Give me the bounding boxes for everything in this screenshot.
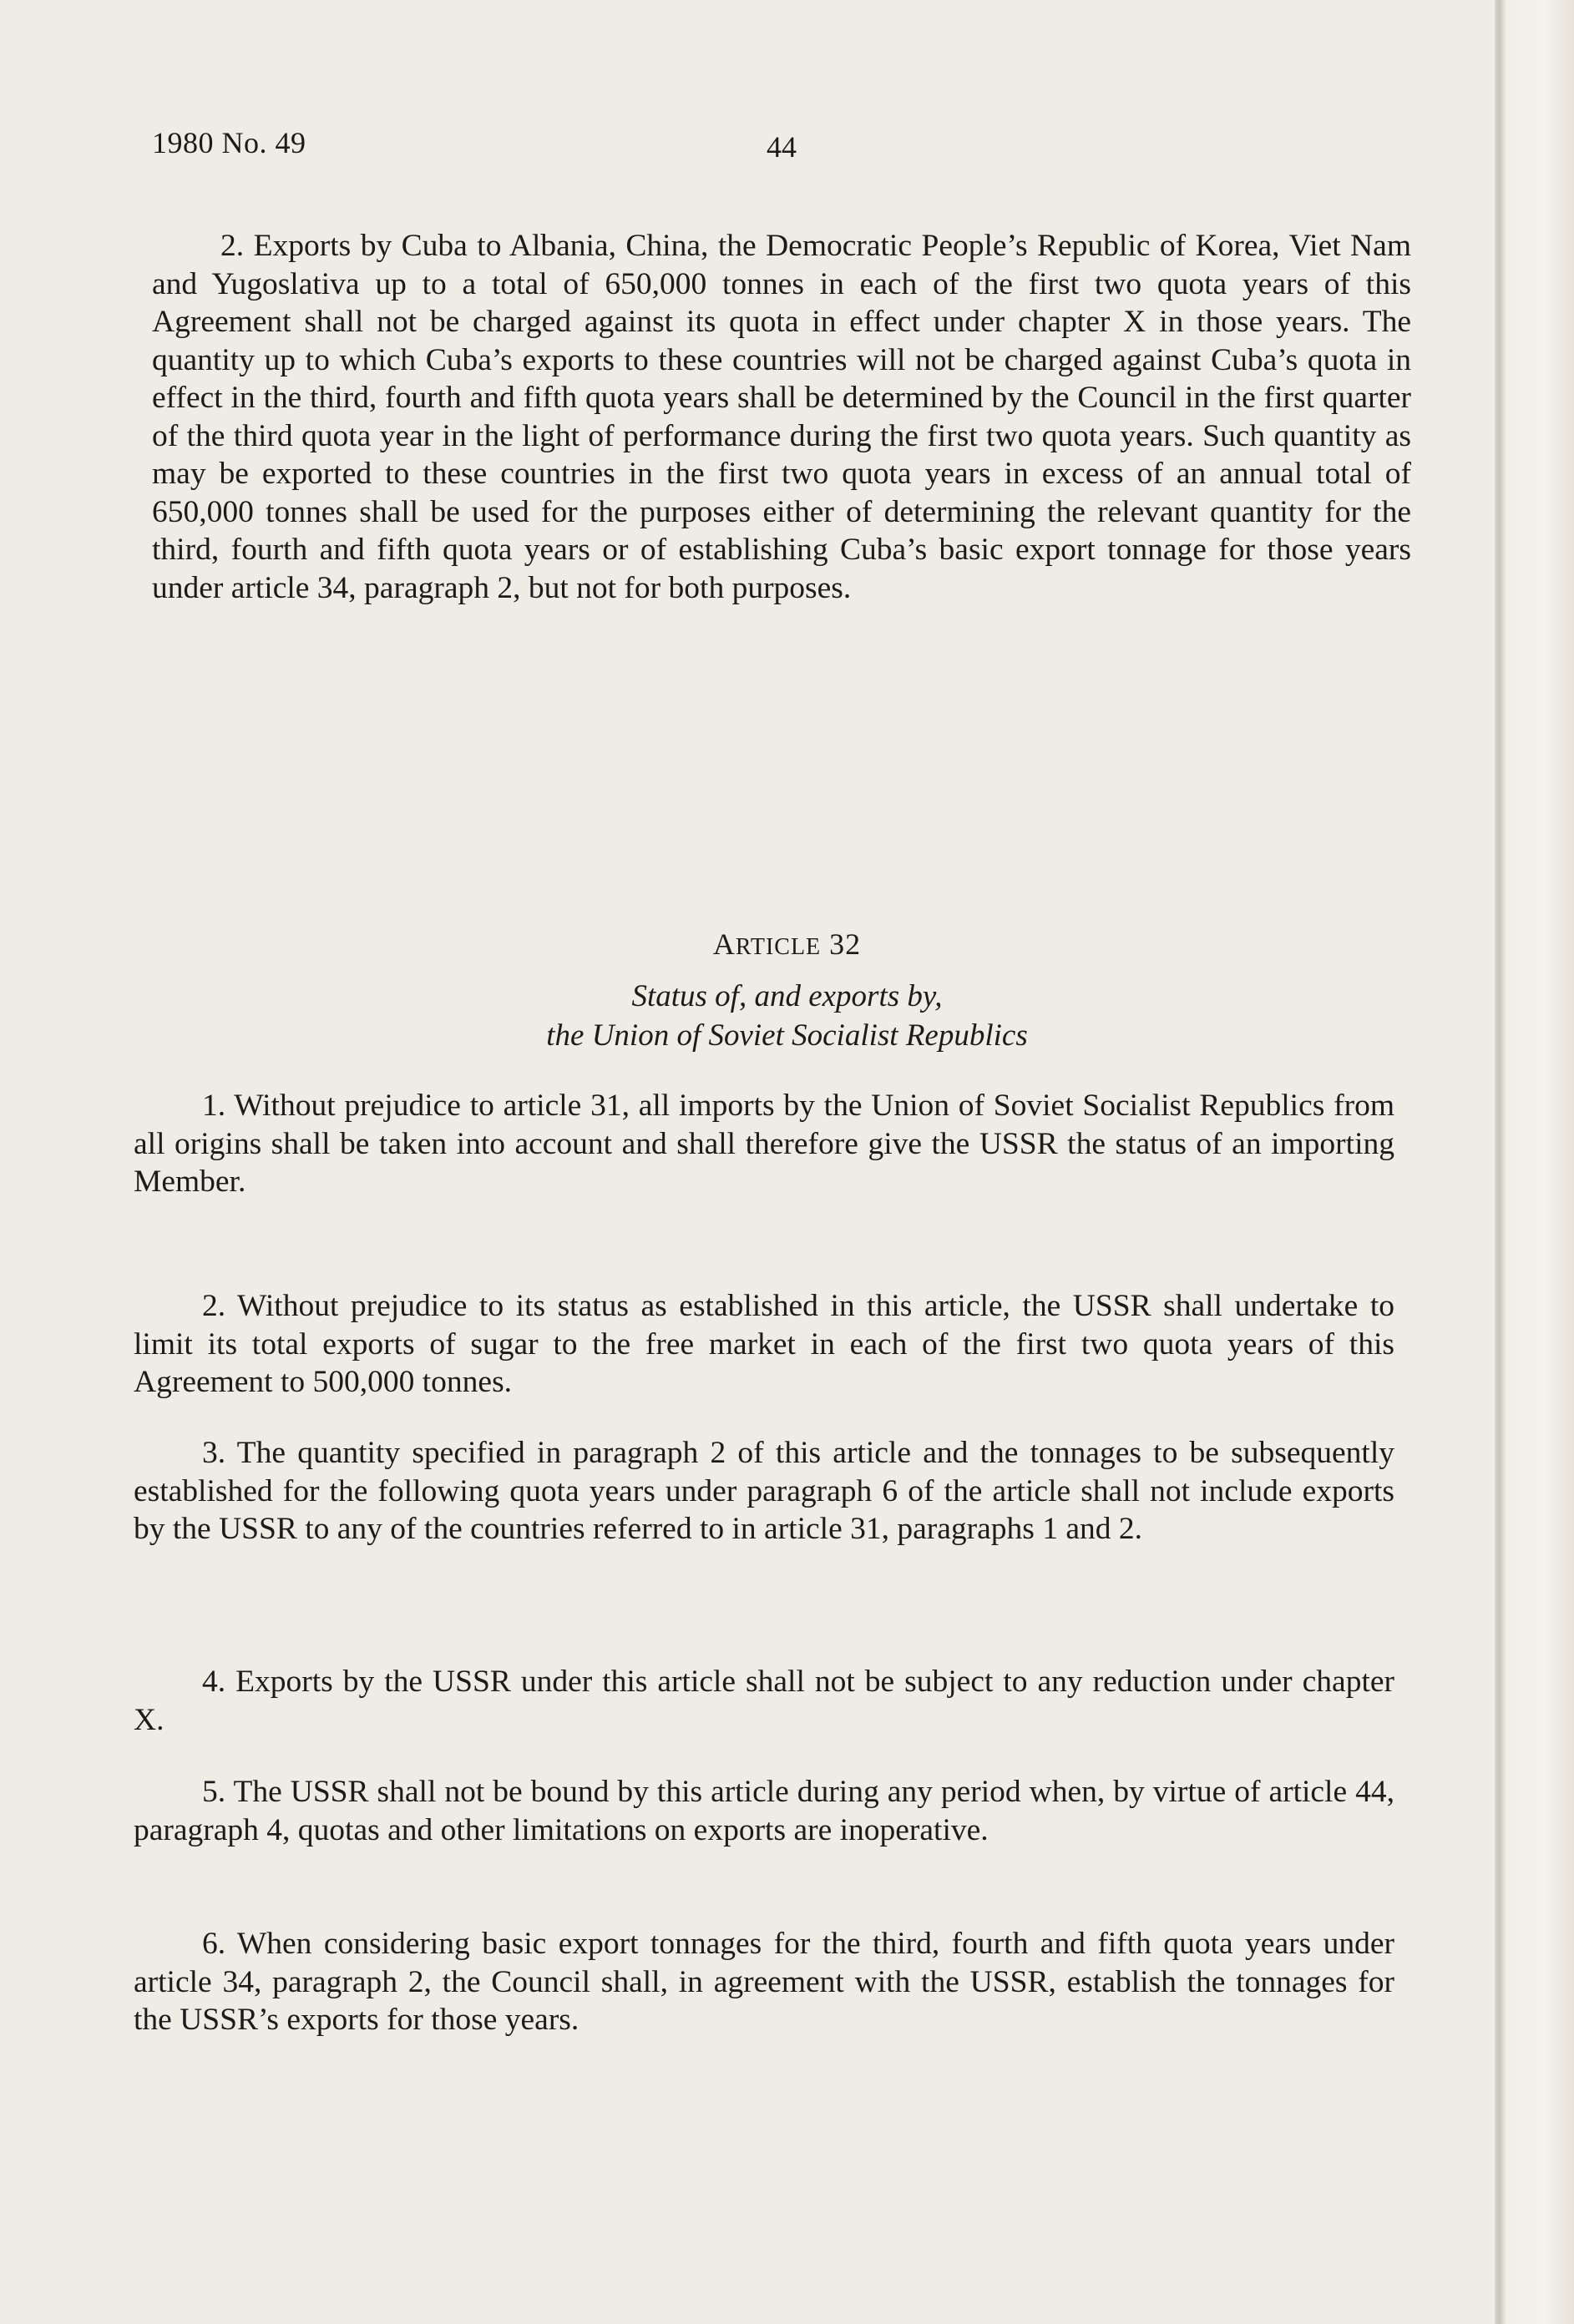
paragraph-cuba-exports: 2. Exports by Cuba to Albania, China, the Democratic People’s Republic of Korea, Viet Nam and Yugoslativa up to a total of 650,000 tonnes in each of the first two quota years of this Agreement shall not be charged against its quota in effect under chapter X in those years. The quantity up to which Cuba’s exports to these countries will not be charged against Cuba’s quota in effect in the third, fourth and fifth quota years shall be determined by the Council in the first quarter of the third quota year in the light of performance during the first two quota years. Such quantity as may be exported to these countries in the first two quota years in excess of an annual total of 650,000 tonnes shall be used for the purposes either of determining the relevant quantity for the third, fourth and fifth quota years or of establishing Cuba’s basic export tonnage for those years under article 34, paragraph 2, but not for both purposes. xyxy=(152,229,1411,605)
article-heading-rest: RTICLE xyxy=(735,934,822,960)
article-subtitle-line1: Status of, and exports by, xyxy=(631,979,943,1013)
bleed-through-text xyxy=(154,685,1407,724)
article-paragraph-3: 3. The quantity specified in paragraph 2 of this article and the tonnages to be subsequently established for the following quota years under paragraph 6 of the article shall not include exports by the USSR to any of the countries referred to in article 31, paragraphs 1 and 2. xyxy=(134,1436,1394,1546)
article-subtitle-line2: the Union of Soviet Socialist Republics xyxy=(546,1018,1028,1053)
publication-reference: 1980 No. 49 xyxy=(152,126,306,159)
article-heading xyxy=(0,927,1574,962)
page-number: 44 xyxy=(767,130,797,164)
article-paragraph-6: 6. When considering basic export tonnages for the third, fourth and fifth quota years under article 34, paragraph 2, the Council shall, in agreement with the USSR, establish the tonnages for the USSR’s exports for those years. xyxy=(134,1927,1394,2037)
article-heading-initial: A xyxy=(712,927,736,961)
article-heading-number: 32 xyxy=(821,927,862,961)
article-paragraph-1: 1. Without prejudice to article 31, all imports by the Union of Soviet Socialist Republics from all origins shall be taken into account and shall therefore give the USSR the status of an importing Member. xyxy=(134,1089,1394,1199)
article-paragraph-5: 5. The USSR shall not be bound by this article during any period when, by virtue of article 44, paragraph 4, quotas and other limitations on exports are inoperative. xyxy=(134,1775,1394,1847)
article-paragraph-2: 2. Without prejudice to its status as established in this article, the USSR shall undertake to limit its total exports of sugar to the free market in each of the first two quota years of this Agreement to 500,000 tonnes. xyxy=(134,1289,1394,1399)
article-paragraph-4: 4. Exports by the USSR under this article shall not be subject to any reduction under chapter X. xyxy=(134,1665,1394,1737)
book-spine-edge xyxy=(1495,0,1574,2324)
